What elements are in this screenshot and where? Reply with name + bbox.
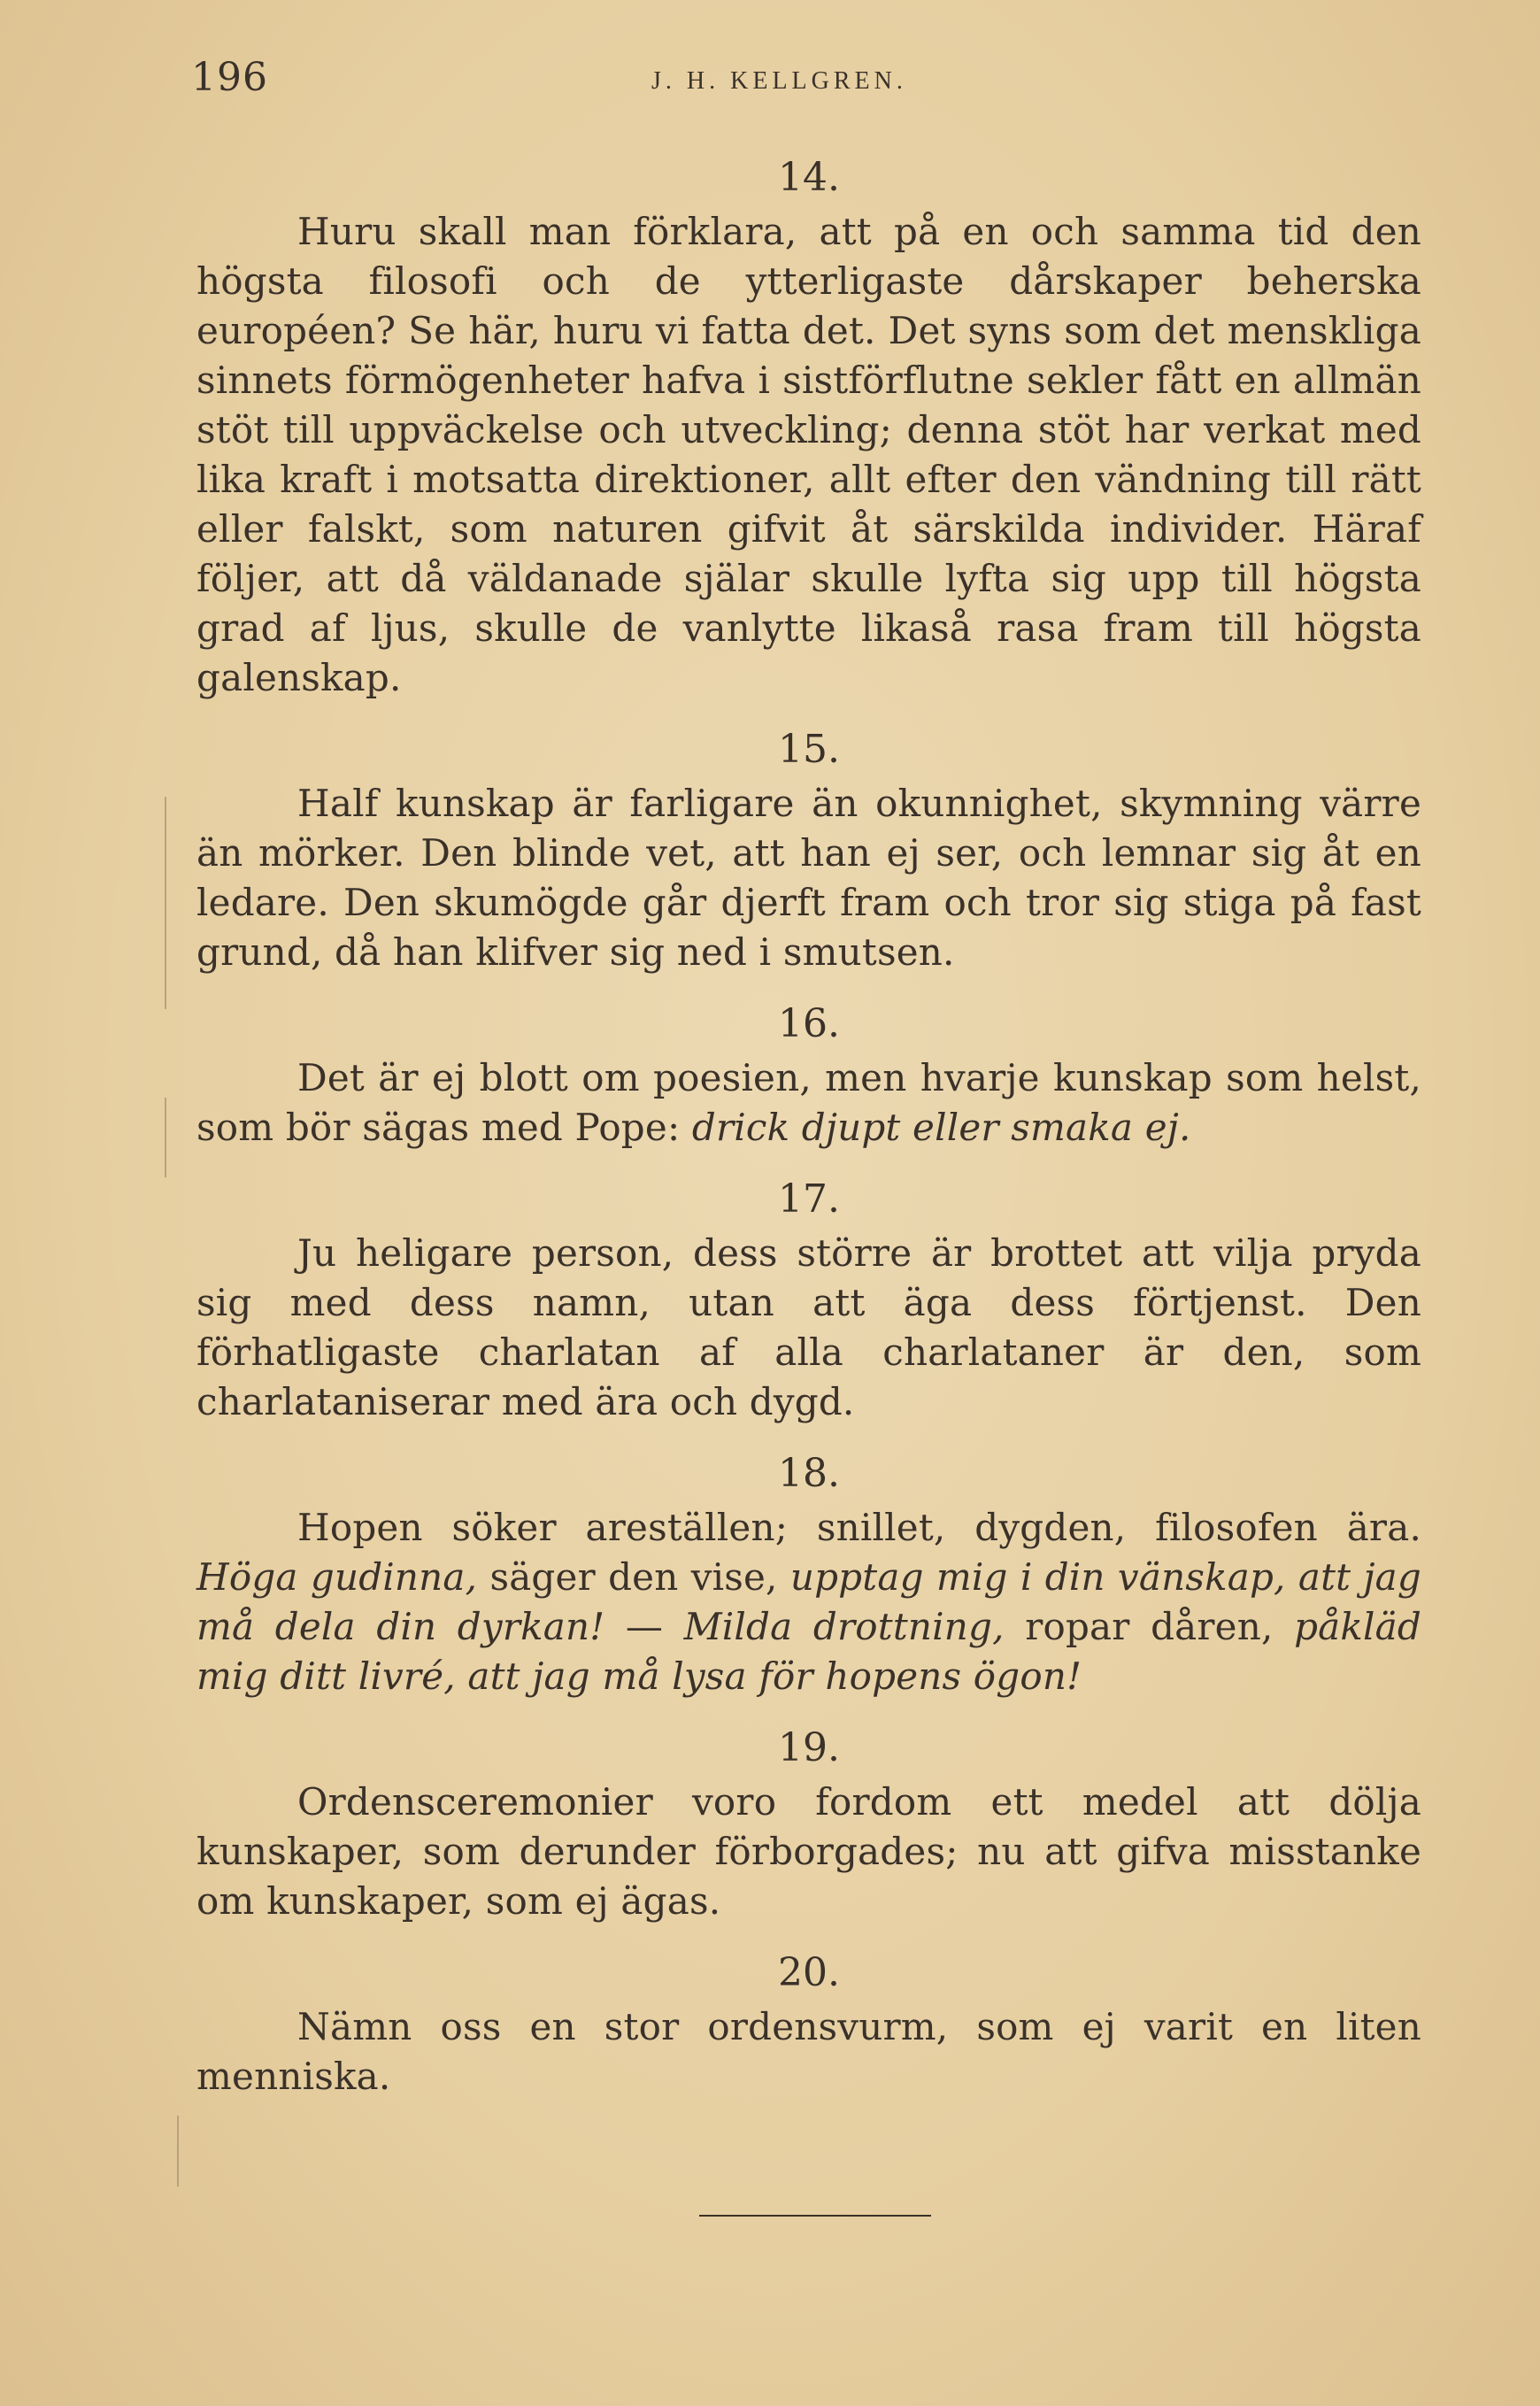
paragraph-text: säger den vise, [477,1555,790,1599]
section-paragraph: Nämn oss en stor ordensvurm, som ej varit en liten menniska. [196,2005,1421,2098]
paragraph-text: Hopen söker areställen; snillet, dygden, filosofen ära. [297,1506,1421,1549]
page-number: 196 [191,55,268,100]
italic-quote: Milda drottning, [683,1605,1005,1648]
section-number: 20. [778,1950,840,1995]
running-head [191,55,1430,108]
section-number: 18. [778,1451,840,1496]
section-20 [196,1947,1421,2101]
section-paragraph [196,1053,1421,1153]
margin-mark [177,2116,179,2186]
text-block [196,152,1421,2123]
paragraph-text: — [604,1605,684,1648]
section-15 [196,724,1421,977]
section-number: 17. [778,1176,840,1222]
running-title: J. H. KELLGREN. [651,67,907,95]
section-17 [196,1174,1421,1427]
italic-quote: upptag mig i din vänskap, att jag må dela din dyrkan! [196,1555,1421,1648]
section-14 [196,152,1421,703]
italic-quote: Höga gudinna, [196,1555,478,1599]
section-paragraph: Ju heligare person, dess större är brottet att vilja pryda sig med dess namn, utan att äga dess förtjenst. Den förhatligaste charlatan af alla charlataner är den, som charlataniserar med ära och dygd. [196,1231,1421,1423]
section-paragraph: Half kunskap är farligare än okunnighet, skymning värre än mörker. Den blinde vet, att han ej ser, och lemnar sig åt en ledare. Den skumögde går djerft fram och tror sig stiga på fast grund, då han klifver sig ned i smutsen. [196,782,1421,974]
section-paragraph: Huru skall man förklara, att på en och samma tid den högsta filosofi och de ytterligaste dårskaper beherska européen? Se här, huru vi fatta det. Det syns som det menskliga sinnets förmögenheter hafva i sistförflutne sekler fått en allmän stöt till uppväckelse och utveckling; denna stöt har verkat med lika kraft i motsatta direktioner, allt efter den vändning till rätt eller falskt, som naturen gifvit åt särskilda individer. Häraf följer, att då väldanade själar skulle lyfta sig upp till högsta grad af ljus, skulle de vanlytte likaså rasa fram till högsta galenskap. [196,210,1421,699]
paragraph-text: Det är ej blott om poesien, men hvarje kunskap som helst, som bör sägas med Pope: [196,1056,1421,1149]
section-18 [196,1448,1421,1701]
end-rule [699,2215,931,2217]
section-19 [196,1723,1421,1926]
section-16 [196,999,1421,1153]
italic-quote: drick djupt eller smaka ej. [691,1106,1191,1149]
section-number: 15. [778,727,840,772]
paragraph-text: ropar dåren, [1004,1605,1295,1648]
margin-mark [165,1098,166,1177]
section-paragraph: Ordensceremonier voro fordom ett medel att dölja kunskaper, som derunder förborgades; nu att gifva misstanke om kunskaper, som ej ägas. [196,1780,1421,1923]
section-number: 14. [778,155,840,200]
section-number: 19. [778,1725,840,1770]
margin-mark [165,797,166,1009]
section-paragraph [196,1503,1421,1701]
section-number: 16. [778,1001,840,1046]
italic-quote: påkläd mig ditt livré, att jag må lysa för hopens ögon! [196,1605,1421,1698]
